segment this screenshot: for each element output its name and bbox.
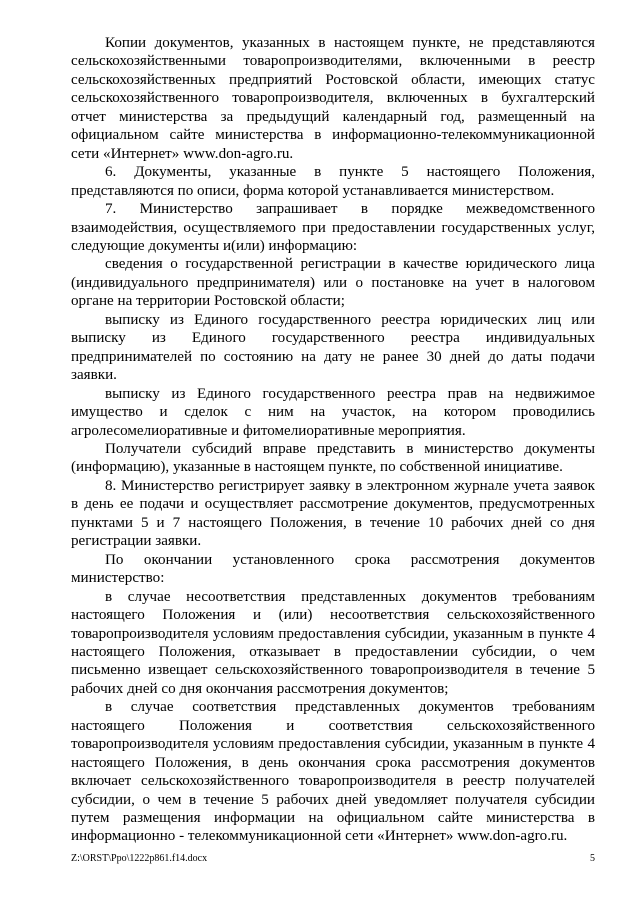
paragraph-own-initiative: Получатели субсидий вправе представить в министерство документы (информацию), указанные в настоящем пункте, по собственной инициативе. bbox=[71, 440, 595, 476]
paragraph-approval-case: в случае соответствия представленных документов требованиям настоящего Положения и соответствия сельскохозяйственного товаропроизводителя условиям предоставления субсидии, указанным в пункте 4 настоящего Положения, в день окончания срока рассмотрения документов включает сельскохозяйственного товаропроизводителя в реестр получателей субсидии, о чем в течение 5 рабочих дней уведомляет получателя субсидии путем размещения информации на официальном сайте министерства в информационно - телекоммуникационной сети «Интернет» www.don-agro.ru. bbox=[71, 699, 595, 845]
paragraph-egrul-extract: выписку из Единого государственного реестра юридических лиц или выписку из Единого государственного реестра индивидуальных предпринимателей по состоянию на дату не ранее 30 дней до даты подачи заявки. bbox=[71, 311, 595, 384]
paragraph-review-end: По окончании установленного срока рассмотрения документов министерство: bbox=[71, 551, 595, 587]
paragraph-item-7: 7. Министерство запрашивает в порядке межведомственного взаимодействия, осуществляемого при предоставлении государственных услуг, следующие документы и(или) информацию: bbox=[71, 201, 595, 254]
paragraph-registration-info: сведения о государственной регистрации в качестве юридического лица (индивидуального предпринимателя) или о постановке на учет в налоговом органе на территории Ростовской области; bbox=[71, 256, 595, 310]
footer-file-path: Z:\ORST\Ppo\1222p861.f14.docx bbox=[71, 853, 208, 864]
paragraph-refusal-case: в случае несоответствия представленных документов требованиям настоящего Положения и (или) несоответствия сельскохозяйственного товаропроизводителя условиям предоставления субсидии, указанным в пункте 4 настоящего Положения, отказывает в предоставлении субсидии, о чем письменно извещает сельскохозяйственного товаропроизводителя в течение 5 рабочих дней со дня окончания рассмотрения документов; bbox=[71, 588, 595, 697]
footer-page-number: 5 bbox=[590, 853, 595, 864]
paragraph-egrp-extract: выписку из Единого государственного реестра прав на недвижимое имущество и сделок с ним на участок, на котором проводились агролесомелиоративные и фитомелиоративные мероприятия. bbox=[71, 385, 595, 439]
document-body bbox=[71, 34, 595, 846]
paragraph-copies-note: Копии документов, указанных в настоящем пункте, не представляются сельскохозяйственными товаропроизводителями, включенными в реестр сельскохозяйственных предприятий Ростовской области, имеющих статус сельскохозяйственного товаропроизводителя, включенных в бухгалтерский отчет министерства за предыдущий календарный год, размещенный на официальном сайте министерства в информационно-телекоммуникационной сети «Интернет» www.don-agro.ru. bbox=[71, 35, 595, 162]
page-footer bbox=[71, 853, 595, 865]
paragraph-item-6: 6. Документы, указанные в пункте 5 настоящего Положения, представляются по описи, форма которой устанавливается министерством. bbox=[71, 164, 595, 199]
paragraph-item-8: 8. Министерство регистрирует заявку в электронном журнале учета заявок в день ее подачи и осуществляет рассмотрение документов, предусмотренных пунктами 5 и 7 настоящего Положения, в течение 10 рабочих дней со дня регистрации заявки. bbox=[71, 477, 595, 550]
